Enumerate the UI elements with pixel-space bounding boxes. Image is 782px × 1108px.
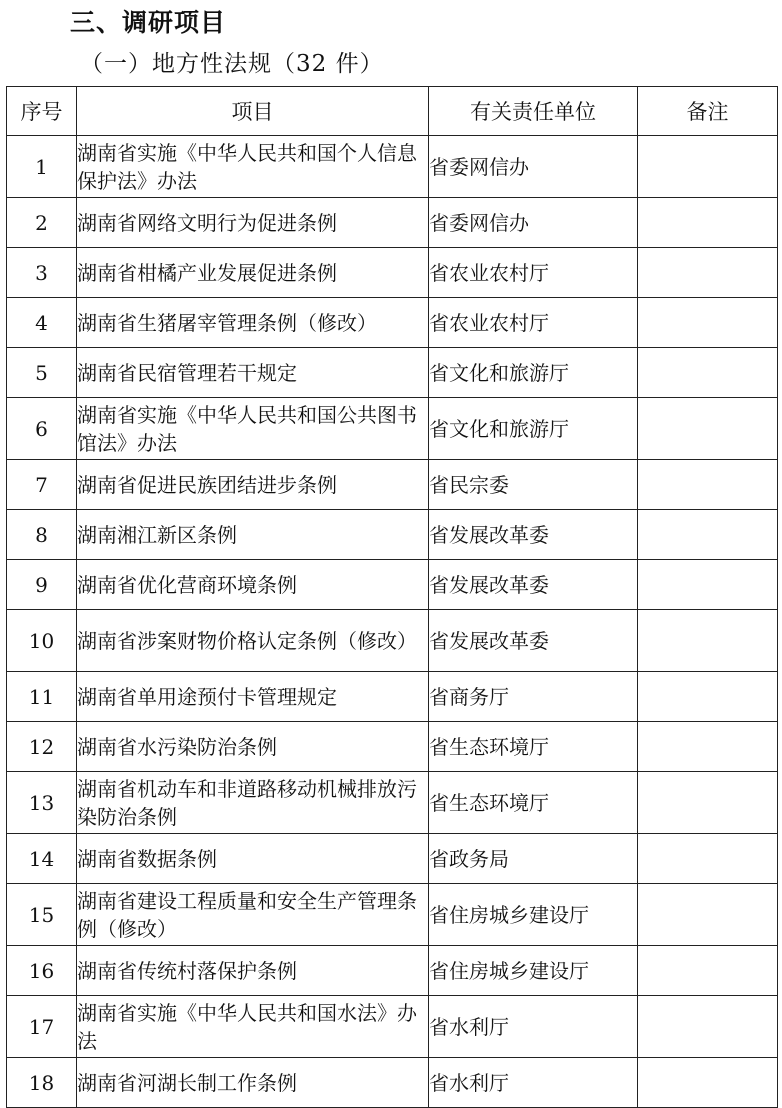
row-item: 湖南省实施《中华人民共和国水法》办法 bbox=[77, 996, 429, 1058]
row-responsible-unit: 省文化和旅游厅 bbox=[429, 348, 638, 398]
row-responsible-unit: 省生态环境厅 bbox=[429, 772, 638, 834]
row-responsible-unit: 省商务厅 bbox=[429, 672, 638, 722]
row-number: 9 bbox=[7, 560, 77, 610]
row-item: 湖南湘江新区条例 bbox=[77, 510, 429, 560]
row-remarks bbox=[638, 996, 778, 1058]
row-responsible-unit: 省政务局 bbox=[429, 834, 638, 884]
row-responsible-unit: 省民宗委 bbox=[429, 460, 638, 510]
row-number: 15 bbox=[7, 884, 77, 946]
table-row bbox=[7, 510, 778, 560]
row-item: 湖南省机动车和非道路移动机械排放污染防治条例 bbox=[77, 772, 429, 834]
row-responsible-unit: 省水利厅 bbox=[429, 1058, 638, 1108]
row-item: 湖南省生猪屠宰管理条例（修改） bbox=[77, 298, 429, 348]
row-item: 湖南省网络文明行为促进条例 bbox=[77, 198, 429, 248]
row-item: 湖南省柑橘产业发展促进条例 bbox=[77, 248, 429, 298]
header-item: 项目 bbox=[77, 87, 429, 136]
row-item: 湖南省优化营商环境条例 bbox=[77, 560, 429, 610]
row-number: 8 bbox=[7, 510, 77, 560]
row-item: 湖南省涉案财物价格认定条例（修改） bbox=[77, 610, 429, 672]
row-remarks bbox=[638, 248, 778, 298]
table-row bbox=[7, 722, 778, 772]
row-remarks bbox=[638, 672, 778, 722]
row-number: 4 bbox=[7, 298, 77, 348]
row-responsible-unit: 省文化和旅游厅 bbox=[429, 398, 638, 460]
row-responsible-unit: 省住房城乡建设厅 bbox=[429, 884, 638, 946]
row-number: 10 bbox=[7, 610, 77, 672]
row-remarks bbox=[638, 946, 778, 996]
row-responsible-unit: 省农业农村厅 bbox=[429, 298, 638, 348]
table-row bbox=[7, 136, 778, 198]
header-responsible-unit: 有关责任单位 bbox=[429, 87, 638, 136]
table-row bbox=[7, 460, 778, 510]
row-remarks bbox=[638, 348, 778, 398]
row-responsible-unit: 省委网信办 bbox=[429, 136, 638, 198]
table-row bbox=[7, 772, 778, 834]
row-remarks bbox=[638, 136, 778, 198]
table-row bbox=[7, 198, 778, 248]
table-row bbox=[7, 1058, 778, 1108]
row-number: 16 bbox=[7, 946, 77, 996]
table-row bbox=[7, 348, 778, 398]
header-number: 序号 bbox=[7, 87, 77, 136]
row-item: 湖南省实施《中华人民共和国公共图书馆法》办法 bbox=[77, 398, 429, 460]
table-row bbox=[7, 834, 778, 884]
row-remarks bbox=[638, 198, 778, 248]
row-responsible-unit: 省发展改革委 bbox=[429, 560, 638, 610]
table-row bbox=[7, 672, 778, 722]
row-item: 湖南省民宿管理若干规定 bbox=[77, 348, 429, 398]
table-body bbox=[7, 136, 778, 1108]
table-row bbox=[7, 946, 778, 996]
row-remarks bbox=[638, 722, 778, 772]
row-number: 18 bbox=[7, 1058, 77, 1108]
row-number: 6 bbox=[7, 398, 77, 460]
row-responsible-unit: 省发展改革委 bbox=[429, 610, 638, 672]
row-remarks bbox=[638, 298, 778, 348]
row-remarks bbox=[638, 560, 778, 610]
table-row bbox=[7, 610, 778, 672]
row-item: 湖南省建设工程质量和安全生产管理条例（修改） bbox=[77, 884, 429, 946]
row-responsible-unit: 省生态环境厅 bbox=[429, 722, 638, 772]
table-row bbox=[7, 884, 778, 946]
row-responsible-unit: 省水利厅 bbox=[429, 996, 638, 1058]
row-item: 湖南省河湖长制工作条例 bbox=[77, 1058, 429, 1108]
section-heading: 三、调研项目 bbox=[70, 8, 227, 37]
table-row bbox=[7, 298, 778, 348]
table-row bbox=[7, 996, 778, 1058]
row-remarks bbox=[638, 884, 778, 946]
row-number: 5 bbox=[7, 348, 77, 398]
row-remarks bbox=[638, 610, 778, 672]
row-remarks bbox=[638, 1058, 778, 1108]
row-remarks bbox=[638, 772, 778, 834]
row-item: 湖南省传统村落保护条例 bbox=[77, 946, 429, 996]
row-number: 3 bbox=[7, 248, 77, 298]
subsection-heading: （一）地方性法规（32 件） bbox=[80, 51, 384, 77]
row-number: 11 bbox=[7, 672, 77, 722]
row-number: 12 bbox=[7, 722, 77, 772]
row-number: 7 bbox=[7, 460, 77, 510]
table-header-row bbox=[7, 87, 778, 136]
row-responsible-unit: 省住房城乡建设厅 bbox=[429, 946, 638, 996]
header-remarks: 备注 bbox=[638, 87, 778, 136]
regulation-table bbox=[6, 86, 778, 1108]
row-item: 湖南省水污染防治条例 bbox=[77, 722, 429, 772]
row-item: 湖南省单用途预付卡管理规定 bbox=[77, 672, 429, 722]
row-responsible-unit: 省发展改革委 bbox=[429, 510, 638, 560]
table-row bbox=[7, 398, 778, 460]
row-remarks bbox=[638, 398, 778, 460]
row-number: 1 bbox=[7, 136, 77, 198]
row-item: 湖南省促进民族团结进步条例 bbox=[77, 460, 429, 510]
row-responsible-unit: 省农业农村厅 bbox=[429, 248, 638, 298]
table-row bbox=[7, 248, 778, 298]
row-remarks bbox=[638, 460, 778, 510]
row-number: 14 bbox=[7, 834, 77, 884]
row-responsible-unit: 省委网信办 bbox=[429, 198, 638, 248]
row-item: 湖南省实施《中华人民共和国个人信息保护法》办法 bbox=[77, 136, 429, 198]
table-row bbox=[7, 560, 778, 610]
row-item: 湖南省数据条例 bbox=[77, 834, 429, 884]
row-number: 13 bbox=[7, 772, 77, 834]
row-remarks bbox=[638, 510, 778, 560]
row-number: 2 bbox=[7, 198, 77, 248]
row-remarks bbox=[638, 834, 778, 884]
row-number: 17 bbox=[7, 996, 77, 1058]
